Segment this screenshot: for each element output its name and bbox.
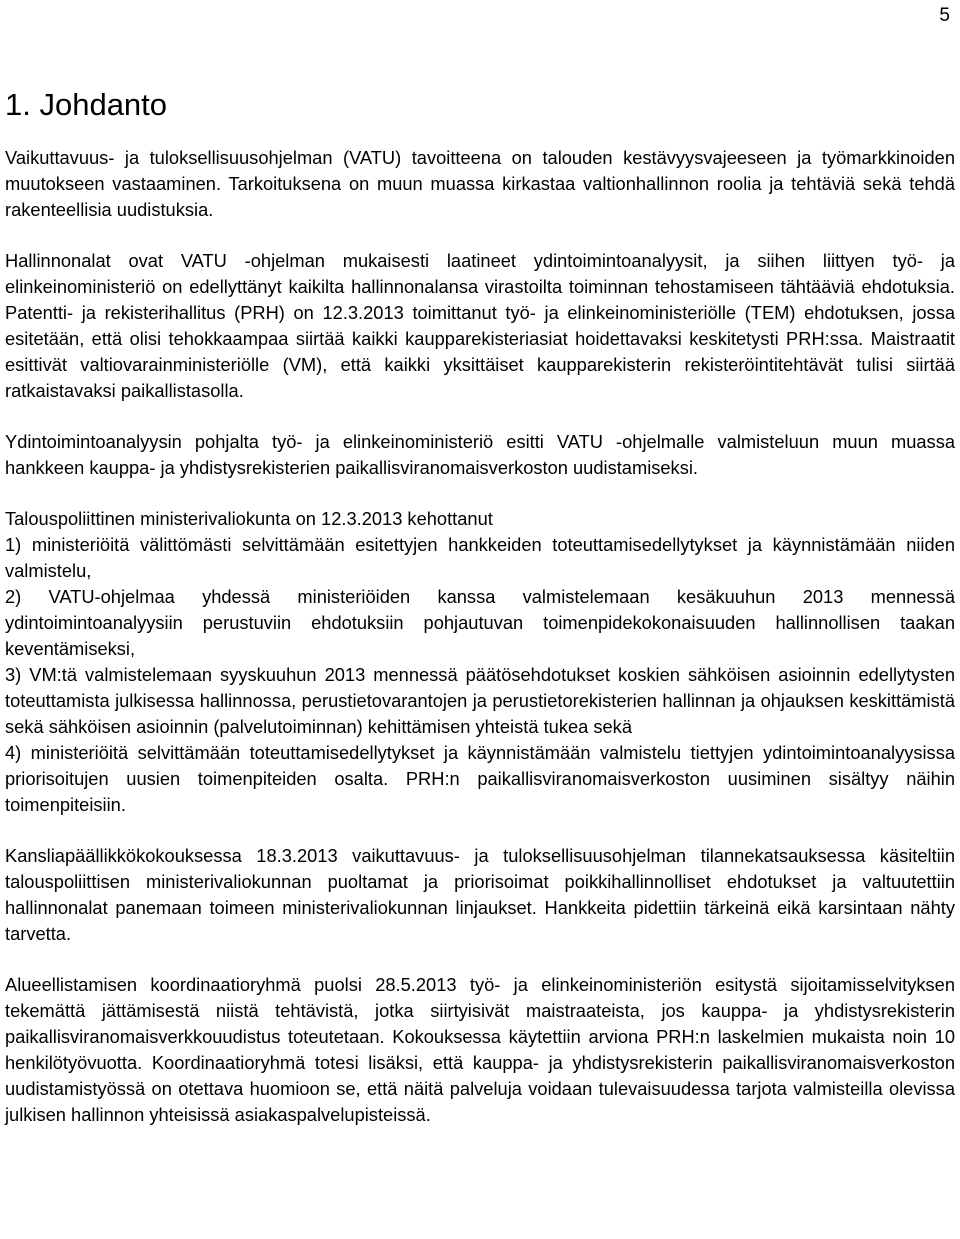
list-item-3: 3) VM:tä valmistelemaan syyskuuhun 2013 mennessä päätösehdotukset koskien sähköisen asioinnin edellytysten toteuttamista julkisessa hallinnossa, perustietovarantojen ja perustietorekisterien hallinnan ja ohjauksen keskittämistä sekä sähköisen asioinnin (palvelutoiminnan) kehittämisen yhteistä tukea sekä bbox=[5, 664, 955, 737]
proposal-paragraph: Ydintoimintoanalyysin pohjalta työ- ja elinkeinoministeriö esitti VATU -ohjelmalle valmisteluun muun muassa hankkeen kauppa- ja yhdistysrekisterien paikallisviranomaisverkoston uudistamiseksi. bbox=[5, 431, 955, 478]
meeting-paragraph: Kansliapäällikkökokouksessa 18.3.2013 vaikuttavuus- ja tuloksellisuusohjelman tilannekatsauksessa käsiteltiin talouspoliittisen ministerivaliokunnan puoltamat ja priorisoimat poikkihallinnolliset ehdotukset ja valtuutettiin hallinnonalat panemaan toimeen ministerivaliokunnan linjaukset. Hankkeita pidettiin tärkeinä eikä karsintaan nähty tarvetta. bbox=[5, 845, 955, 944]
list-item-1: 1) ministeriöitä välittömästi selvittämään esitettyjen hankkeiden toteuttamisedellytykset ja käynnistämään niiden valmistelu, bbox=[5, 534, 955, 581]
coordination-paragraph: Alueellistamisen koordinaatioryhmä puolsi 28.5.2013 työ- ja elinkeinoministeriön esitystä sijoitamisselvityksen tekemättä jättämisestä niistä tehtävistä, jotka siirtyisivät maistraateista, jos kauppa- ja yhdistysrekisterin paikallisviranomaisverkkouudistus toteutetaan. Kokouksessa käytettiin arviona PRH:n laskelmien mukaista noin 10 henkilötyövuotta. Koordinaatioryhmä totesi lisäksi, että kauppa- ja yhdistysrekisterin paikallisviranomaisverkoston uudistamistyössä on otettava huomioon se, että näitä palveluja voidaan tulevaisuudessa tarjota valmisteilla olevissa julkisen hallinnon yhteisissä asiakaspalvelupisteissä. bbox=[5, 974, 955, 1125]
list-intro: Talouspoliittinen ministerivaliokunta on 12.3.2013 kehottanut bbox=[5, 508, 493, 529]
document-body bbox=[5, 145, 955, 1128]
section-heading: 1. Johdanto bbox=[5, 87, 168, 122]
intro-paragraph: Vaikuttavuus- ja tuloksellisuusohjelman (VATU) tavoitteena on talouden kestävyysvajeeseen ja työmarkkinoiden muutokseen vastaaminen. Tarkoituksena on muun muassa kirkastaa valtionhallinnon roolia ja tehtäviä sekä tehdä rakenteellisia uudistuksia. bbox=[5, 147, 955, 220]
background-paragraph: Hallinnonalat ovat VATU -ohjelman mukaisesti laatineet ydintoimintoanalyysit, ja siihen liittyen työ- ja elinkeinoministeriö on edellyttänyt kaikilta hallinnonalansa virastoilta toiminnan tehostamiseen tähtääviä ehdotuksia. Patentti- ja rekisterihallitus (PRH) on 12.3.2013 toimittanut työ- ja elinkeinoministeriölle (TEM) ehdotuksen, jossa esitetään, että olisi tehokkaampaa siirtää kaikki kaupparekisteriasiat hoidettavaksi keskitetysti PRH:ssa. Maistraatit esittivät valtiovarainministeriölle (VM), että kaikki yksittäiset kaupparekisterin rekisteröintitehtävät tulisi siirtää ratkaistavaksi paikallistasolla. bbox=[5, 250, 955, 401]
page-number: 5 bbox=[939, 5, 950, 26]
list-item-2: 2) VATU-ohjelmaa yhdessä ministeriöiden kanssa valmistelemaan kesäkuuhun 2013 mennessä ydintoimintoanalyysiin perustuviin ehdotuksiin pohjautuvan toimenpidekokonaisuuden hallinnollisen taakan keventämiseksi, bbox=[5, 586, 955, 659]
instruction-list bbox=[5, 506, 955, 818]
list-item-4: 4) ministeriöitä selvittämään toteuttamisedellytykset ja käynnistämään valmistelu tiettyjen ydintoimintoanalyysissa priorisoitujen uusien toimenpiteiden osalta. PRH:n paikallisviranomaisverkoston uusiminen sisältyy näihin toimenpiteisiin. bbox=[5, 742, 955, 815]
